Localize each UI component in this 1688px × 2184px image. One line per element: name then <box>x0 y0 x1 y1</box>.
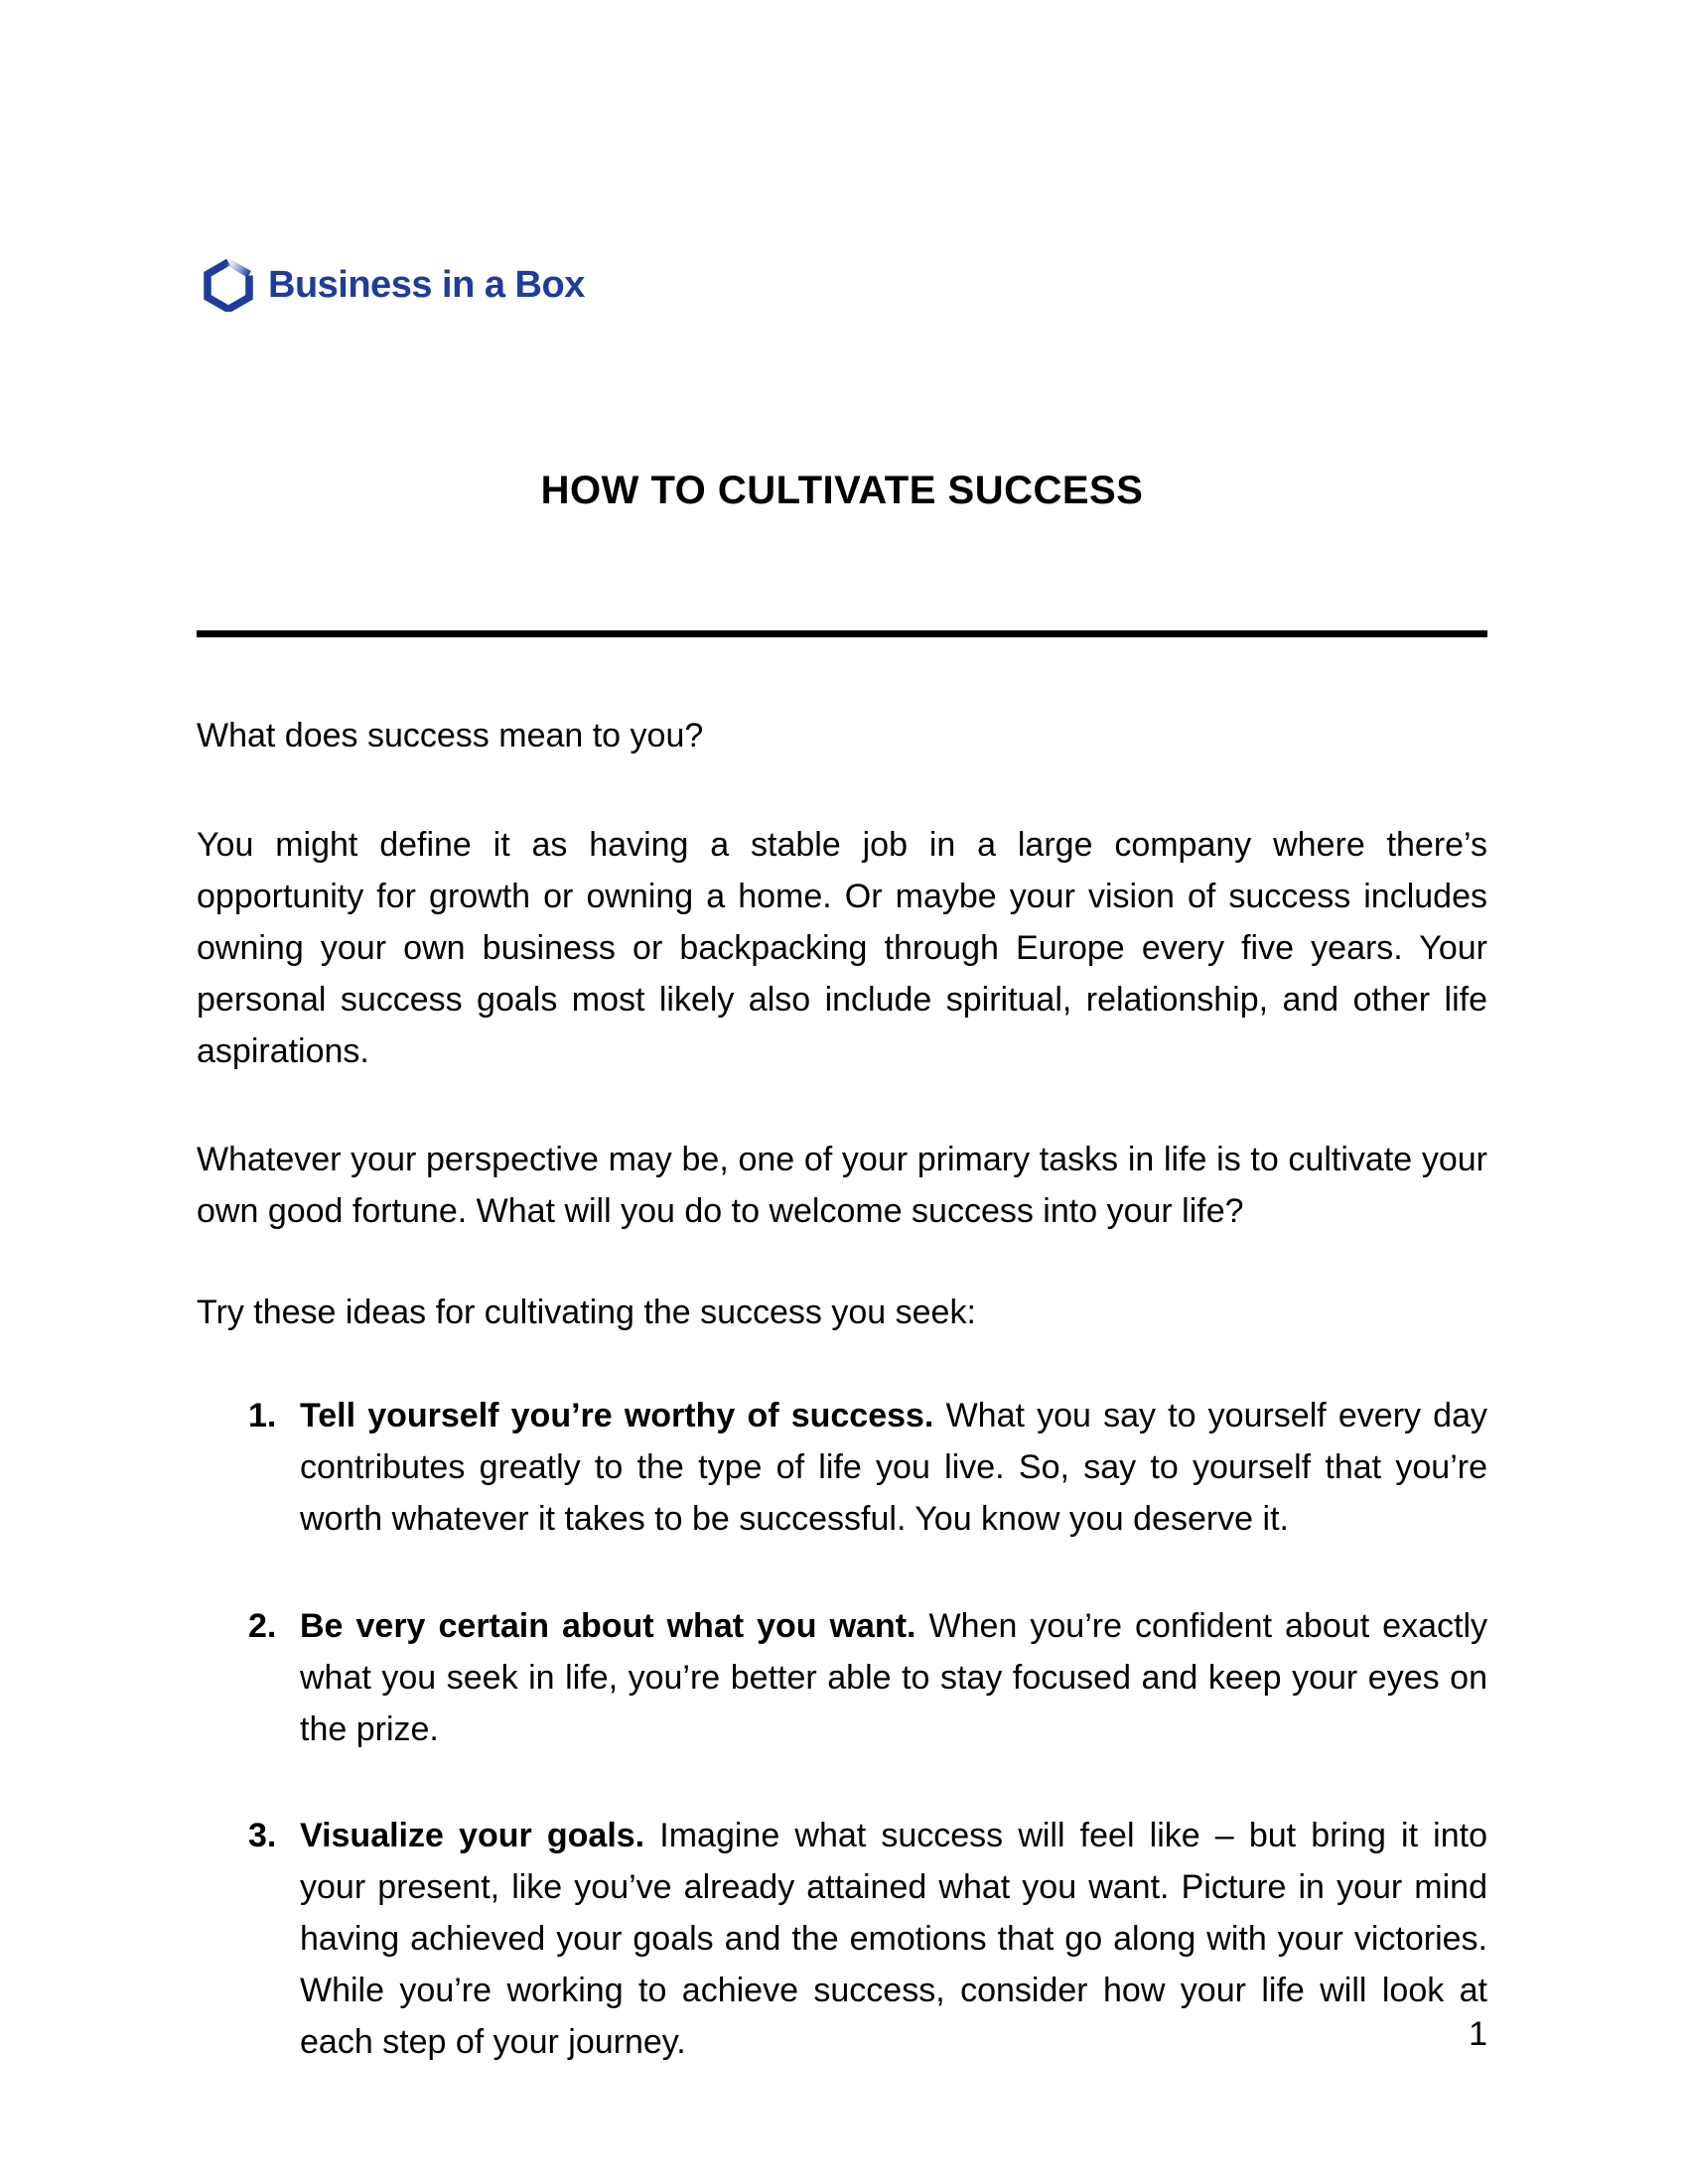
intro-paragraph-3: Whatever your perspective may be, one of your primary tasks in life is to cultivate your own good fortune. What will you do to welcome success into your life? <box>197 1141 1487 1230</box>
list-item-number: 2. <box>248 1607 277 1645</box>
list-item <box>197 1390 1487 1545</box>
tips-list <box>197 1390 1487 2068</box>
list-item-text <box>300 1390 1487 1545</box>
brand-name: Business in a Box <box>268 263 585 306</box>
list-item-lead: Be very certain about what you want. <box>300 1607 916 1645</box>
list-item-body: What you say to yourself every day contributes greatly to the type of life you live. So, say to yourself that you’re worth whatever it takes to be successful. You know you deserve it. <box>300 1397 1487 1538</box>
list-item-lead: Tell yourself you’re worthy of success. <box>300 1397 934 1434</box>
list-item-body: Imagine what success will feel like – but bring it into your present, like you’ve already attained what you want. Picture in your mind having achieved your goals and the emotions that go along with your victories. While you’re working to achieve success, consider how your life will look at each step of your journey. <box>300 1817 1487 2061</box>
intro-paragraph-1: What does success mean to you? <box>197 717 704 754</box>
list-item-number: 3. <box>248 1817 277 1854</box>
title-divider <box>197 630 1487 637</box>
intro-paragraph-4: Try these ideas for cultivating the success you seek: <box>197 1294 976 1331</box>
document-body <box>197 710 1487 2068</box>
list-item-number: 1. <box>248 1397 277 1434</box>
list-item-text <box>300 1600 1487 1755</box>
list-item-body: When you’re confident about exactly what you seek in life, you’re better able to stay focused and keep your eyes on the prize. <box>300 1607 1488 1748</box>
intro-paragraph-2: You might define it as having a stable job in a large company where there’s opportunity for growth or owning a home. Or maybe your vision of success includes owning your own business or backpacking through Europe every five years. Your personal success goals most likely also include spiritual, relationship, and other life aspirations. <box>197 826 1487 1070</box>
brand-logo <box>204 258 585 312</box>
list-item <box>197 1600 1487 1755</box>
page-title: HOW TO CULTIVATE SUCCESS <box>540 469 1144 512</box>
page-number: 1 <box>1469 2015 1487 2053</box>
hexagon-box-icon <box>204 258 253 312</box>
list-item-lead: Visualize your goals. <box>300 1817 645 1854</box>
